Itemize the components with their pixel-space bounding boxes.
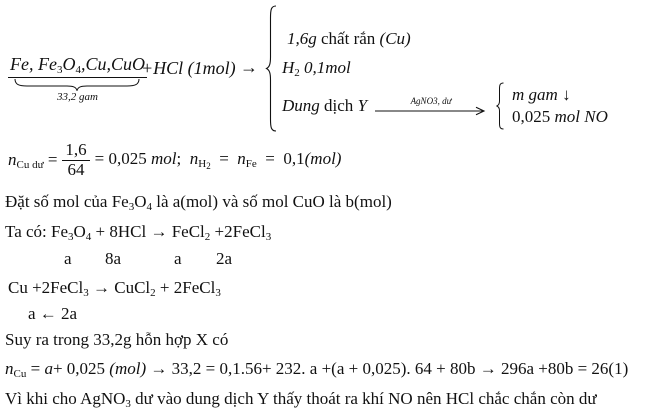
coeff-a2: a — [174, 249, 182, 268]
back-arrow-line: a ← 2a — [28, 304, 78, 323]
coeff-a1: a — [64, 249, 72, 268]
mixture-formula: Fe, $Fe_3O_4,Cu,CuO$ — [10, 54, 145, 76]
no-gas-line: 0,025 mol NO — [512, 107, 608, 126]
agno3-labeled-arrow — [374, 96, 488, 116]
branch-solid-cu: 1,6g chất rắn (Cu) — [287, 29, 411, 48]
arrow-line-icon — [374, 106, 488, 116]
branch-h2-gas: $H_2$ 0,1mol — [282, 58, 351, 79]
agno3-arrow-label: AgNO3, dư — [410, 96, 452, 106]
agno3-products — [512, 84, 608, 128]
reactant-hcl: +HCl (1mol) — [141, 58, 236, 78]
set-mol-line: Đặt số mol của $Fe_3O_4$ là a(mol) và số mol CuO là b(mol) — [5, 192, 392, 213]
suy-ra-line: Suy ra trong 33,2g hỗn hợp X có — [5, 330, 229, 349]
mixture-underbrace-group — [8, 54, 147, 103]
coeff-2a: 2a — [216, 249, 233, 268]
big-curly-brace-icon — [265, 5, 278, 132]
coeff-8a: 8a — [105, 249, 122, 268]
fraction-numerator: 1,6 — [62, 141, 89, 161]
equation-2: Cu +2FeCl$_3$ → CuCl$_2$ + 2FeCl$_3$ — [8, 278, 221, 299]
equation-1: Ta có: $Fe_3O_4 + 8HCl$ → FeCl$_2$ +2FeCl$_3$ — [5, 222, 272, 243]
solution-y-label: Dung dịch Y — [282, 96, 368, 115]
ncu-du-lhs: $n_{Cu dư}$ = — [8, 149, 58, 171]
coefficient-row — [0, 249, 660, 269]
underbrace-icon — [13, 78, 141, 91]
ncu-du-rhs: = 0,025 mol; $n_{H2} = n_{Fe} = 0,1(mol)$ — [94, 149, 342, 172]
conclusion-line: Vì khi cho AgNO$_3$ dư vào dung dịch Y thấy thoát ra khí NO nên HCl chắc chắn còn dư — [5, 389, 597, 410]
cu-du-calculation-line — [8, 141, 341, 179]
fraction — [62, 141, 89, 179]
fraction-denominator: 64 — [67, 159, 85, 179]
reaction-arrow: → — [240, 57, 258, 77]
ncu-equation-line: $n_{Cu} = a+ 0,025$ (mol) → 33,2 = 0,1.56+ 232. a +(a + 0,025). 64 + 80b → 296a +80b = 26(1) — [5, 359, 629, 380]
mixture-mass-label: 33,2 gam — [57, 91, 98, 103]
precipitate-line: m gam ↓ — [512, 85, 571, 104]
small-curly-brace-icon — [495, 82, 505, 130]
branch-solution-y — [282, 82, 608, 130]
